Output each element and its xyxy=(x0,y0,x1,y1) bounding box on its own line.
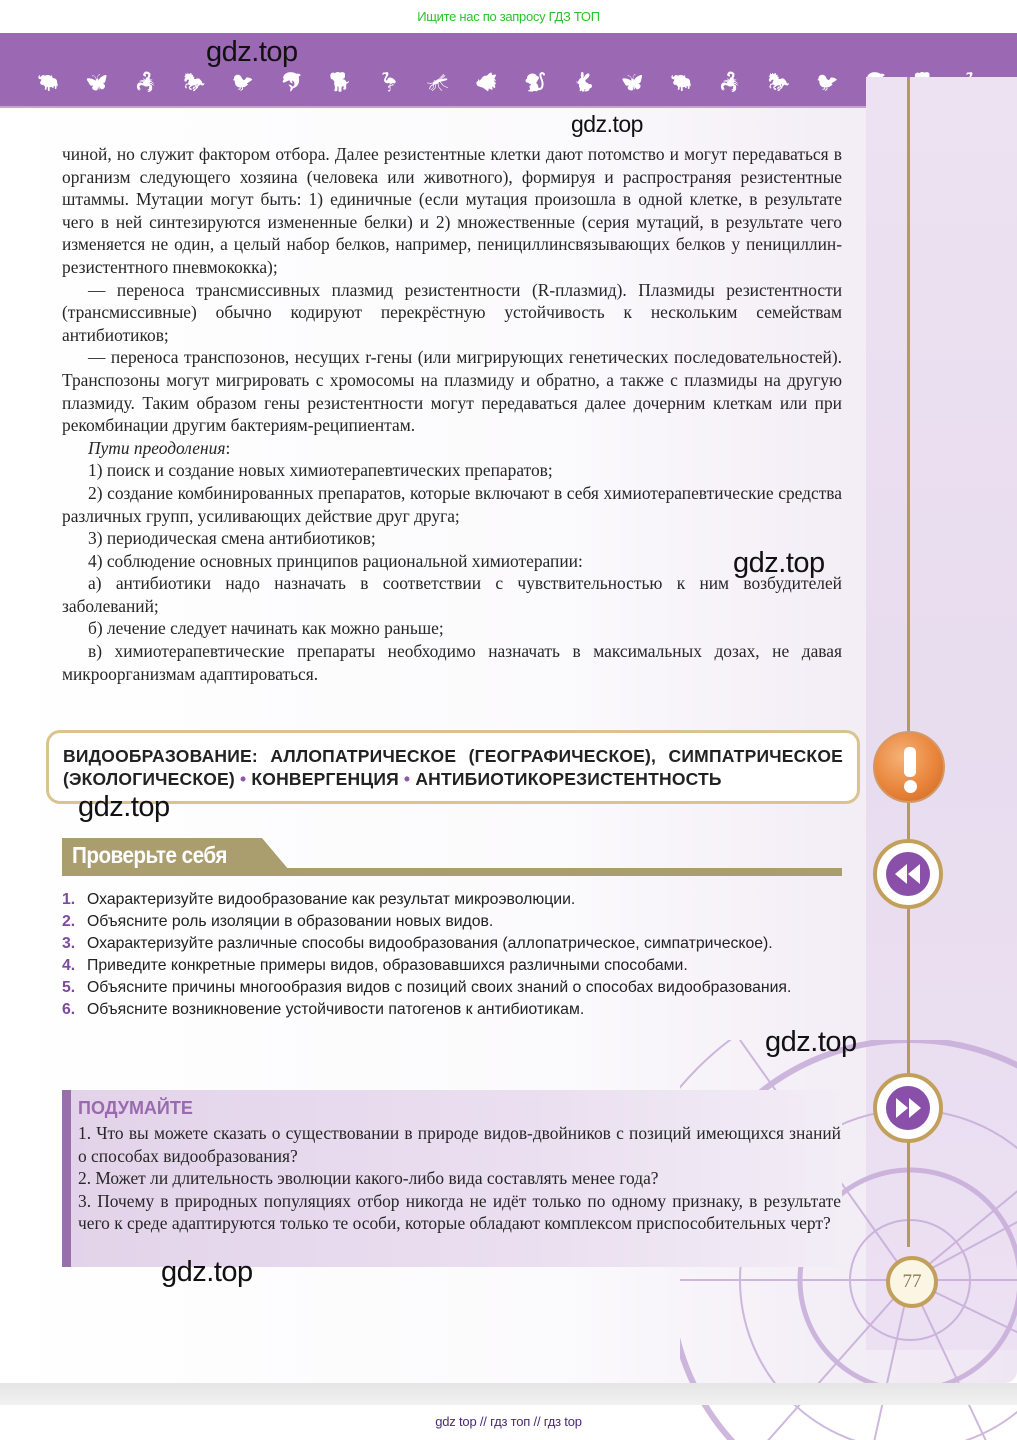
horse-icon: 🐎 xyxy=(183,72,206,93)
animal-icons-row xyxy=(24,71,998,95)
boar-icon: 🐗 xyxy=(475,72,498,93)
watermark: gdz.top xyxy=(765,1026,857,1058)
list-item: 4. Приведите конкретные примеры видов, образовавшихся различными способами. xyxy=(62,957,688,974)
keyword-separator: • xyxy=(398,769,416,789)
horse-icon: 🐎 xyxy=(767,72,790,93)
fast-forward-icon xyxy=(893,1096,923,1120)
ways-item: 2) создание комбинированных препаратов, которые включают в себя химиотерапевтические средства различных групп, усиливающих действие друг друга; xyxy=(62,482,842,526)
think-question: 2. Может ли длительность эволюции какого-либо вида составлять менее года? xyxy=(78,1168,659,1189)
lemur-icon: 🐒 xyxy=(524,72,547,93)
watermark: gdz.top xyxy=(571,111,643,137)
ways-item: а) антибиотики надо назначать в соответствии с чувствительностью к ним возбудителей заболеваний; xyxy=(62,573,842,616)
ways-title: Пути преодоления xyxy=(88,437,226,458)
bottom-strip xyxy=(0,1383,1017,1405)
think-box xyxy=(62,1090,842,1267)
butterfly-icon: 🦋 xyxy=(85,72,109,93)
scorpion-icon: 🦂 xyxy=(134,72,157,93)
bison-icon: 🐃 xyxy=(670,72,693,93)
scorpion-icon: 🦂 xyxy=(718,72,742,93)
ways-item: 1) поиск и создание новых химиотерапевтических препаратов; xyxy=(88,460,553,481)
bird-icon: 🐦 xyxy=(231,72,255,93)
list-item: 3. Охарактеризуйте различные способы видообразования (аллопатрическое, симпатрическое). xyxy=(62,935,773,952)
ways-heading: Пути преодоления: xyxy=(88,437,231,458)
watermark: gdz.top xyxy=(78,791,170,823)
list-item: 2. Объясните роль изоляции в образовании новых видов. xyxy=(62,913,494,930)
think-question: 3. Почему в природных популяциях отбор никогда не идёт только по одному признаку, в результате чего к среде адаптируются только те особи, которые обладают комплексом приспособительных черт? xyxy=(78,1190,841,1234)
hare-icon: 🐇 xyxy=(572,72,596,93)
paragraph: — переноса транспозонов, несущих r-гены (или мигрирующих генетических последовательностей). Транспозоны могут мигрировать с хромосомы на плазмиду и обратно, а также с плазмиды на другую плазмиду. Таким образом гены резистентности могут передаваться далее дочерним клеткам или при рекомбинации другим бактериям-реципиентам. xyxy=(62,347,842,436)
footer-links[interactable]: gdz top // гдз топ // гдз top xyxy=(435,1414,582,1429)
watermark: gdz.top xyxy=(733,547,825,579)
hyena-icon: 🐕 xyxy=(329,72,352,93)
rewind-icon xyxy=(893,862,923,886)
top-banner[interactable]: Ищите нас по запросу ГДЗ ТОП xyxy=(417,9,600,24)
check-yourself-header xyxy=(62,838,842,878)
previous-page-button[interactable] xyxy=(873,839,943,909)
keyword: ВИДООБРАЗОВАНИЕ: АЛЛОПАТРИЧЕСКОЕ (ГЕОГРАФИЧЕСКОЕ), СИМПАТРИЧЕСКОЕ (ЭКОЛОГИЧЕСКОЕ) xyxy=(63,746,843,789)
exclamation-icon xyxy=(873,731,945,803)
body-text xyxy=(62,143,842,685)
next-page-button[interactable] xyxy=(873,1073,943,1143)
dolphin-icon: 🐬 xyxy=(280,72,303,93)
check-yourself-list xyxy=(62,889,842,1021)
list-item: 5. Объясните причины многообразия видов с позиций своих знаний о способах видообразования. xyxy=(62,979,792,996)
ways-item: 4) соблюдение основных принципов рациональной химиотерапии: xyxy=(88,550,583,571)
butterfly-icon: 🦋 xyxy=(621,72,644,93)
ways-item: в) химиотерапевтические препараты необходимо назначать в максимальных дозах, не давая микроорганизмам адаптироваться. xyxy=(62,641,842,684)
check-yourself-title: Проверьте себя xyxy=(72,842,227,868)
insect-icon: 🦟 xyxy=(426,72,450,93)
bison-icon: 🐃 xyxy=(37,72,60,93)
meerkat-icon: 🦩 xyxy=(377,72,401,93)
watermark: gdz.top xyxy=(161,1256,253,1288)
paragraph: — переноса трансмиссивных плазмид резистентности (R-плазмид). Плазмиды резистентности (трансмиссивные) обычно кодируют перекрёстную устойчивость к нескольким семействам антибиотиков; xyxy=(62,279,842,345)
timeline-line xyxy=(907,77,910,1247)
header-strip xyxy=(0,33,1017,108)
paragraph: чиной, но служит фактором отбора. Далее резистентные клетки дают потомство и могут передаваться в организм следующего хозяина (человека или животного), формируя и распространяя резистентные штаммы. Мутации могут быть: 1) единичные (если мутация произошла в одной клетке, в результате чего в ней синтезируются измененные белки) и 2) множественные (серия мутаций, в результате чего изменяется не один, а целый набор белков, например, пенициллинсвязывающих белков у пенициллин-резистентного пневмококка); xyxy=(62,144,842,277)
watermark: gdz.top xyxy=(206,36,298,68)
think-title: ПОДУМАЙТЕ xyxy=(78,1098,193,1118)
list-item: 6. Объясните возникновение устойчивости патогенов к антибиотикам. xyxy=(62,1001,585,1018)
list-item: 1. Охарактеризуйте видообразование как результат микроэволюции. xyxy=(62,891,576,908)
bird-icon: 🐦 xyxy=(816,72,839,93)
keyword-separator: • xyxy=(234,769,252,789)
ways-item: б) лечение следует начинать как можно раньше; xyxy=(88,618,444,639)
keyword: АНТИБИОТИКОРЕЗИСТЕНТНОСТЬ xyxy=(415,769,722,789)
think-question: 1. Что вы можете сказать о существовании в природе видов-двойников с позиций имеющихся знаний о способах видообразования? xyxy=(78,1123,841,1166)
keyword: КОНВЕРГЕНЦИЯ xyxy=(251,769,399,789)
page-number: 77 xyxy=(886,1256,938,1308)
ways-item: 3) периодическая смена антибиотиков; xyxy=(88,528,376,549)
